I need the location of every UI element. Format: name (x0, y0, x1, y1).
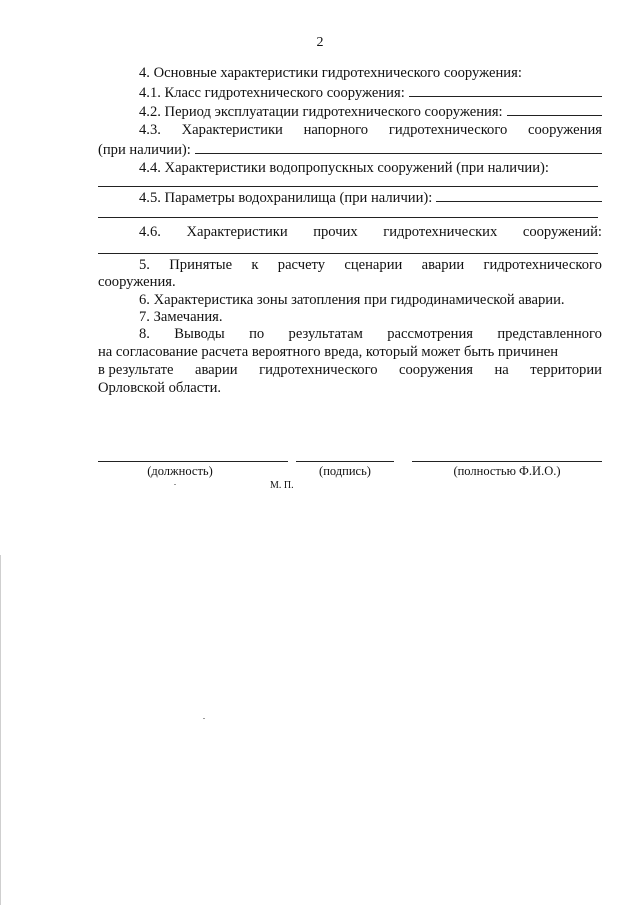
name-line (412, 461, 602, 462)
position-line (98, 461, 288, 462)
item-4-3-continuation (98, 140, 602, 159)
word: сооружений: (522, 224, 602, 240)
word: гидротехнических (383, 224, 498, 240)
word: Принятые (169, 257, 233, 273)
item-8-line-4: Орловской области. (98, 380, 222, 396)
item-4-3-blank (195, 140, 602, 154)
item-4-2-blank (507, 102, 602, 116)
scan-speck (203, 718, 205, 719)
item-8-line-2: на согласование расчета вероятного вреда, который может быть причинен (98, 344, 559, 360)
word: расчету (277, 257, 326, 273)
word: по (249, 326, 265, 342)
item-4-3-cont-text: (при наличии): (98, 142, 191, 158)
signature-label: (подпись) (319, 464, 371, 478)
item-4-5-blank-2 (98, 217, 598, 218)
word: представленного (497, 326, 602, 342)
item-4-4-blank (98, 186, 598, 187)
item-4-6-blank (98, 253, 598, 254)
item-6: 6. Характеристика зоны затопления при гидродинамической аварии. (139, 292, 565, 308)
item-4-1-blank (409, 83, 602, 97)
word: гидротехнического (388, 122, 508, 138)
item-4-5-text: 4.5. Параметры водохранилища (при наличии): (139, 190, 433, 206)
signature-line (296, 461, 394, 462)
item-4-2 (98, 102, 602, 121)
word: 8. (139, 326, 150, 342)
word: 4.3. (139, 122, 161, 138)
word: сооружения (528, 122, 602, 138)
position-label: (должность) (147, 464, 213, 478)
item-4-5-blank (436, 188, 602, 202)
name-label: (полностью Ф.И.О.) (453, 464, 561, 478)
item-7: 7. Замечания. (139, 309, 223, 325)
item-4-1 (98, 83, 602, 102)
word: в результате (98, 362, 174, 378)
item-4-2-text: 4.2. Период эксплуатации гидротехнического сооружения: (139, 104, 503, 120)
word: 5. (139, 257, 150, 273)
word: Выводы (174, 326, 225, 342)
item-4: 4. Основные характеристики гидротехнического сооружения: (139, 65, 522, 81)
word: гидротехнического (259, 362, 378, 378)
item-8-line-3 (98, 361, 602, 380)
item-8 (98, 325, 602, 344)
stamp-label: М. П. (270, 480, 294, 491)
word: результатам (288, 326, 363, 342)
item-4-1-text: 4.1. Класс гидротехнического сооружения: (139, 85, 405, 101)
scan-edge (0, 555, 1, 905)
word: прочих (313, 224, 358, 240)
word: Характеристики (186, 224, 288, 240)
word: гидротехнического (483, 257, 602, 273)
item-4-5 (98, 188, 602, 207)
item-4-3 (98, 121, 602, 140)
page-number: 2 (316, 35, 324, 50)
item-5-continuation: сооружения. (98, 274, 176, 290)
word: на (494, 362, 509, 378)
scan-speck (174, 484, 176, 485)
item-4-6 (98, 223, 602, 242)
word: сценарии (344, 257, 403, 273)
word: территории (530, 362, 602, 378)
word: аварии (195, 362, 238, 378)
word: к (251, 257, 259, 273)
word: напорного (303, 122, 369, 138)
word: рассмотрения (387, 326, 473, 342)
word: аварии (421, 257, 465, 273)
word: 4.6. (139, 224, 161, 240)
item-4-4: 4.4. Характеристики водопропускных сооружений (при наличии): (139, 160, 549, 176)
word: сооружения (399, 362, 473, 378)
word: Характеристики (181, 122, 283, 138)
